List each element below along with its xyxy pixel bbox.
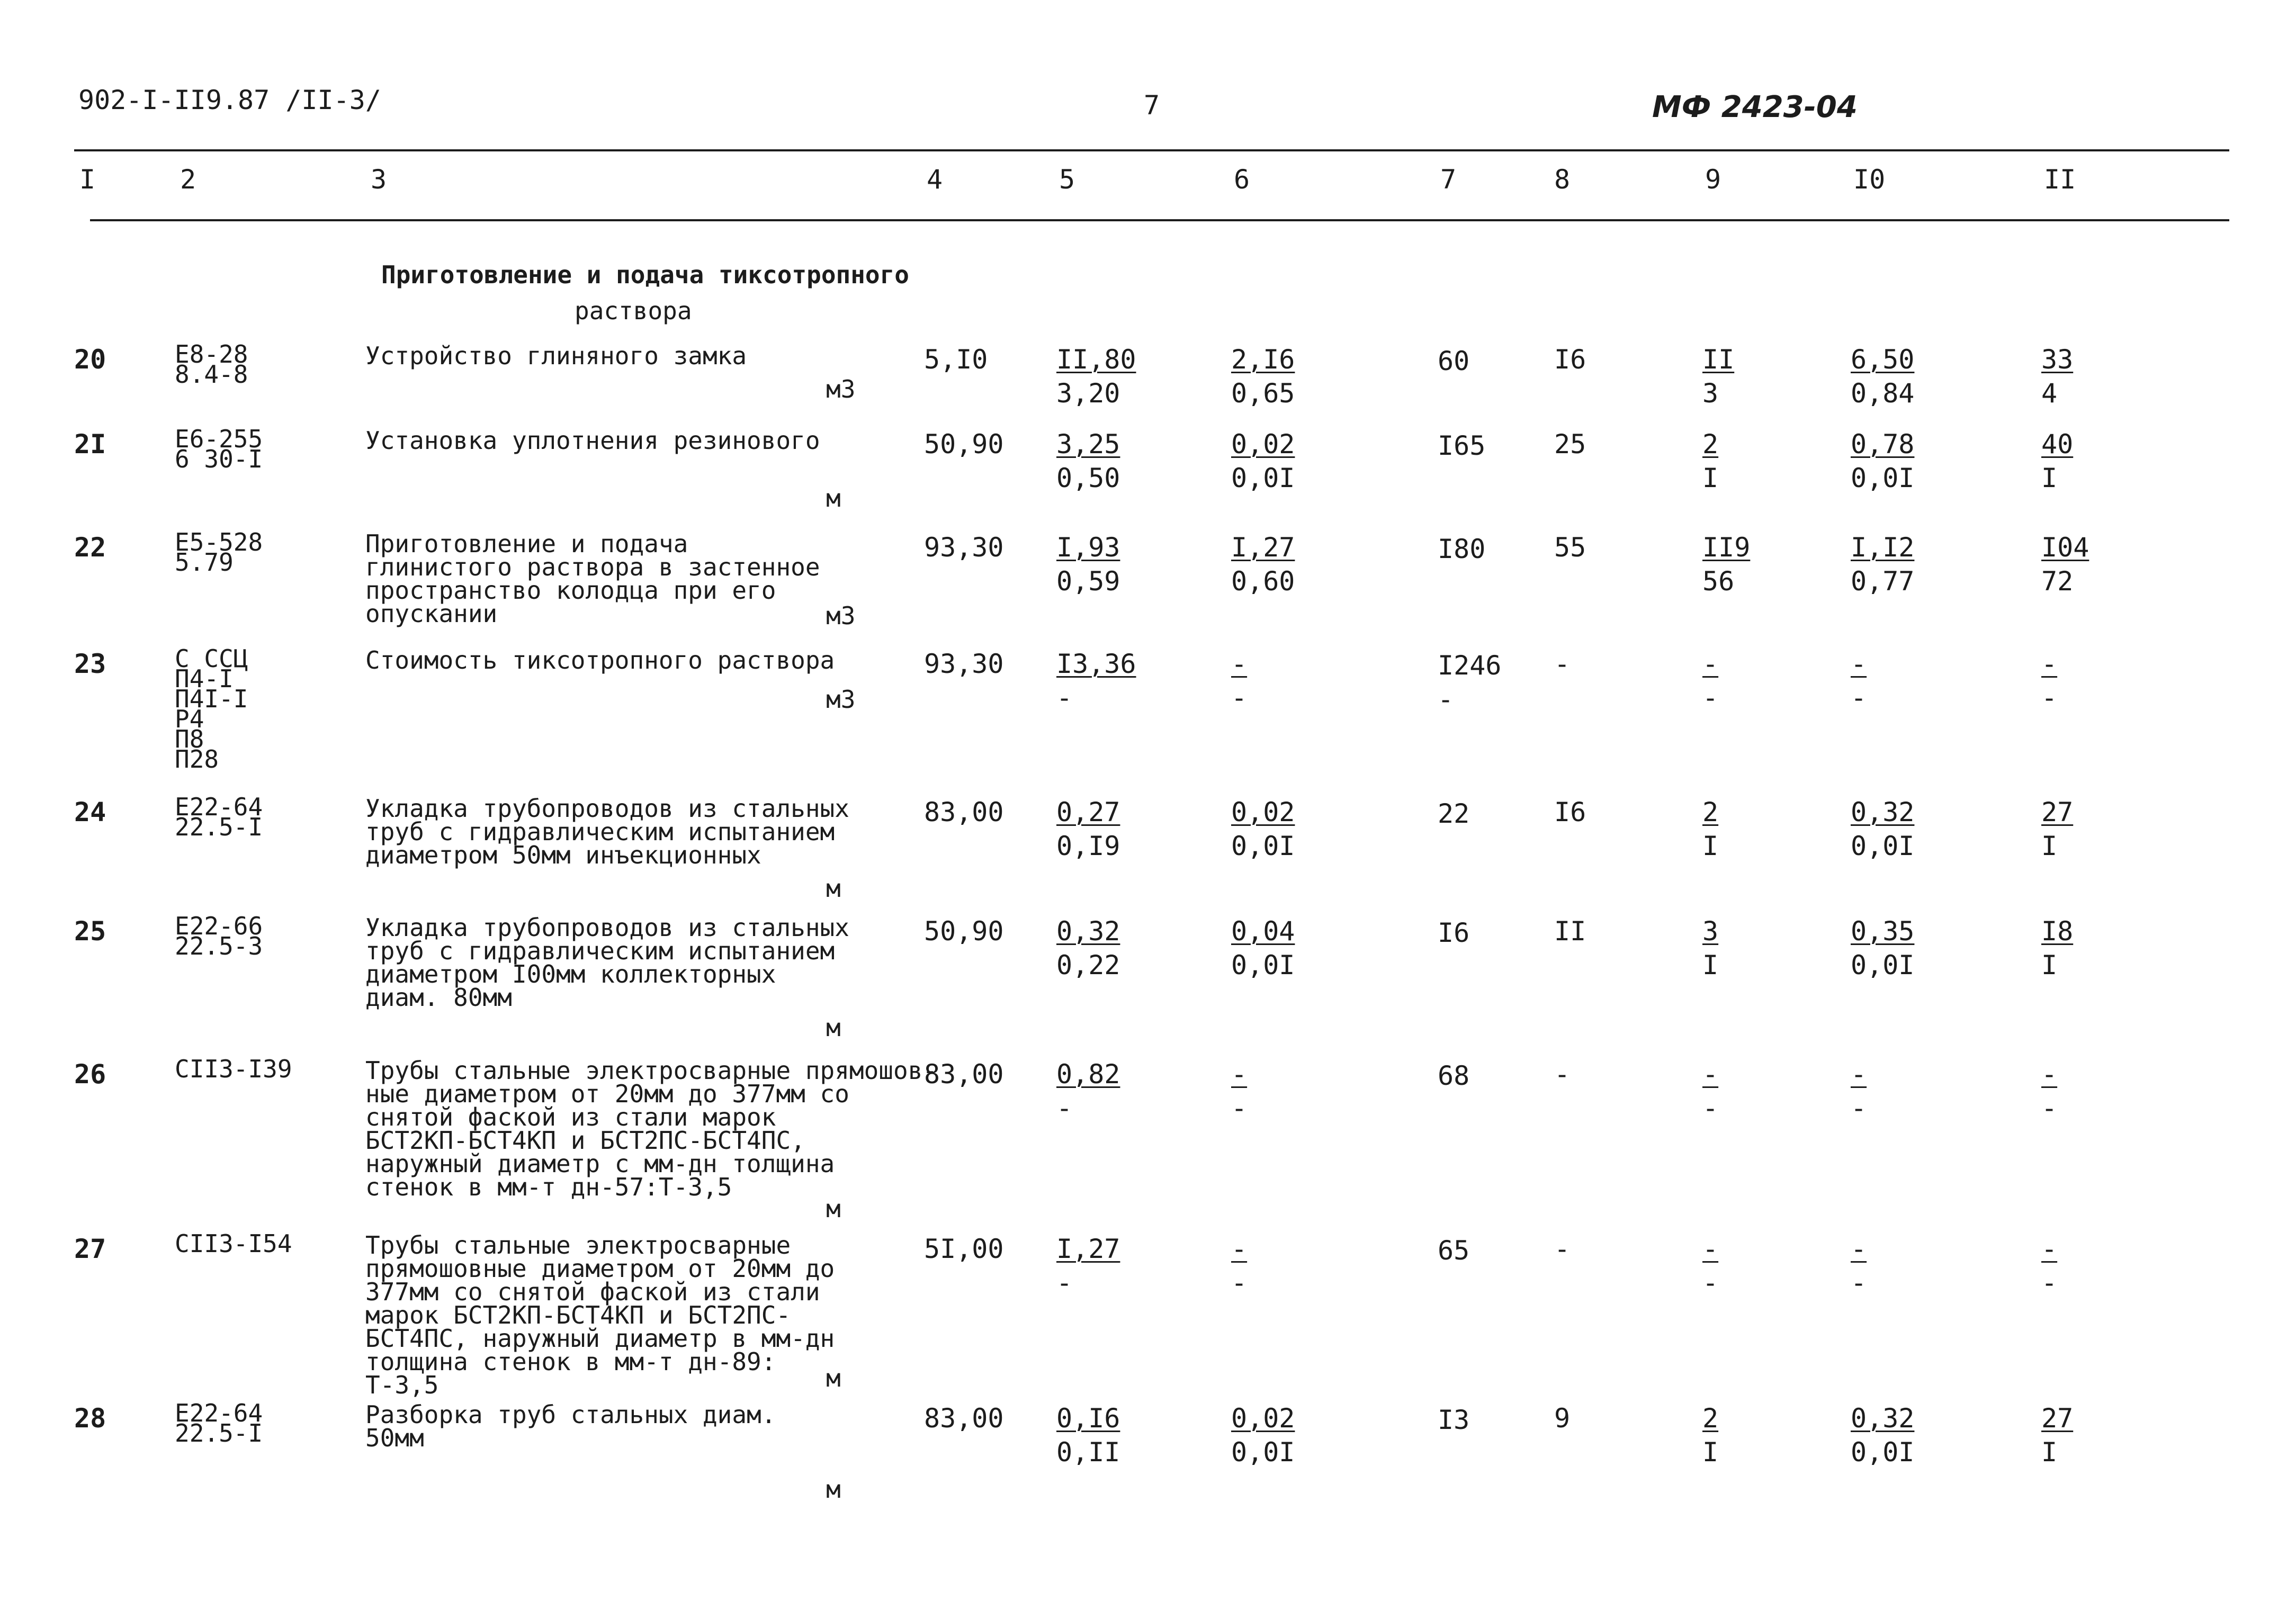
code: СII3-I54 — [175, 1229, 292, 1258]
c7-value: I80 — [1438, 534, 1486, 564]
c10-bottom-value: 0,0I — [1851, 463, 1915, 493]
c5-bottom-value: 0,50 — [1056, 463, 1120, 493]
c6-bottom-value: - — [1231, 682, 1248, 713]
c6-top-value: 0,02 — [1231, 1403, 1295, 1434]
c7-value: I6 — [1438, 918, 1470, 948]
code: Е6-255 6 30-I — [175, 425, 263, 473]
c10-top-value: 0,32 — [1851, 1403, 1915, 1434]
c10-top-value: - — [1851, 1059, 1867, 1090]
row-number: 23 — [74, 649, 106, 679]
unit: м — [826, 1013, 841, 1042]
c11-top-value: - — [2041, 1059, 2058, 1090]
work-description: Приготовление и подача глинистого раствора в застенное пространство колодца при его опускании — [365, 529, 820, 628]
quantity: 83,00 — [924, 797, 1004, 828]
c11-bottom-value: I — [2041, 950, 2058, 981]
col-header-10: I0 — [1853, 164, 1886, 195]
c11-bottom-value: - — [2041, 682, 2058, 713]
c11-bottom-value: 72 — [2041, 566, 2074, 597]
row-number: 28 — [74, 1403, 106, 1434]
unit: м — [826, 874, 841, 903]
c6-top-value: I,27 — [1231, 532, 1295, 563]
c8-value: I6 — [1554, 344, 1586, 375]
c5-bottom-value: - — [1056, 1267, 1073, 1298]
c8-value: 9 — [1554, 1403, 1571, 1434]
unit: м — [826, 1364, 841, 1392]
c5-top-value: I,27 — [1056, 1234, 1120, 1264]
c5-bottom-value: 0,59 — [1056, 566, 1120, 597]
c9-top-value: 3 — [1702, 916, 1719, 947]
quantity: 93,30 — [924, 649, 1004, 679]
c5-top-value: 0,82 — [1056, 1059, 1120, 1090]
unit: м3 — [826, 375, 856, 403]
work-description: Укладка трубопроводов из стальных труб с гидравлическим испытанием диаметром 50мм инъекционных — [365, 794, 849, 869]
c11-bottom-value: I — [2041, 1437, 2058, 1468]
c9-top-value: 2 — [1702, 797, 1719, 828]
row-number: 22 — [74, 532, 106, 563]
c8-value: - — [1554, 1059, 1571, 1090]
c6-bottom-value: 0,0I — [1231, 1437, 1295, 1468]
unit: м — [826, 484, 841, 512]
c11-top-value: 33 — [2041, 344, 2074, 375]
c6-top-value: 2,I6 — [1231, 344, 1295, 375]
code: С ССЦ П4-I П4I-I Р4 П8 П28 — [175, 644, 248, 773]
c11-top-value: - — [2041, 1234, 2058, 1264]
c7-value: 22 — [1438, 798, 1470, 829]
c6-top-value: 0,04 — [1231, 916, 1295, 947]
c10-top-value: 0,32 — [1851, 797, 1915, 828]
c5-top-value: 0,32 — [1056, 916, 1120, 947]
row-number: 2I — [74, 429, 106, 460]
col-header-9: 9 — [1705, 164, 1721, 195]
quantity: 50,90 — [924, 916, 1004, 947]
c9-bottom-value: 56 — [1702, 566, 1735, 597]
c10-bottom-value: - — [1851, 1093, 1867, 1123]
work-description: Разборка труб стальных диам. 50мм — [365, 1400, 776, 1452]
col-header-3: 3 — [371, 164, 387, 195]
code: Е22-64 22.5-I — [175, 1399, 263, 1447]
c10-top-value: 6,50 — [1851, 344, 1915, 375]
c9-top-value: 2 — [1702, 429, 1719, 460]
c9-top-value: - — [1702, 649, 1719, 679]
c10-top-value: I,I2 — [1851, 532, 1915, 563]
quantity: 93,30 — [924, 532, 1004, 563]
header-bottom-rule — [90, 219, 2229, 221]
col-header-1: I — [79, 164, 96, 195]
code: Е22-66 22.5-3 — [175, 912, 263, 960]
col-header-2: 2 — [180, 164, 196, 195]
col-header-6: 6 — [1234, 164, 1250, 195]
c8-value: II — [1554, 916, 1586, 947]
c5-top-value: I,93 — [1056, 532, 1120, 563]
c9-top-value: II — [1702, 344, 1735, 375]
c10-top-value: - — [1851, 649, 1867, 679]
unit: м3 — [826, 685, 856, 714]
c8-value: 25 — [1554, 429, 1586, 460]
c11-top-value: I04 — [2041, 532, 2089, 563]
c6-top-value: - — [1231, 1234, 1248, 1264]
c10-top-value: 0,78 — [1851, 429, 1915, 460]
row-number: 27 — [74, 1234, 106, 1264]
c5-top-value: I3,36 — [1056, 649, 1136, 679]
unit: м3 — [826, 601, 856, 630]
col-header-4: 4 — [927, 164, 943, 195]
c6-bottom-value: 0,65 — [1231, 378, 1295, 409]
c9-bottom-value: 3 — [1702, 378, 1719, 409]
c5-bottom-value: 3,20 — [1056, 378, 1120, 409]
c10-bottom-value: 0,84 — [1851, 378, 1915, 409]
c11-bottom-value: I — [2041, 831, 2058, 861]
work-description: Трубы стальные электросварные прямошовные диаметром от 20мм до 377мм со снятой фаской из стали марок БСТ2КП-БСТ4КП и БСТ2ПС- БСТ4ПС, наружный диаметр в мм-дн толщина стенок в мм-т дн-89: Т-3,5 — [365, 1231, 835, 1399]
c9-bottom-value: I — [1702, 463, 1719, 493]
c5-bottom-value: 0,II — [1056, 1437, 1120, 1468]
code: СII3-I39 — [175, 1055, 292, 1083]
c11-top-value: - — [2041, 649, 2058, 679]
col-header-7: 7 — [1440, 164, 1457, 195]
work-description: Укладка трубопроводов из стальных труб с гидравлическим испытанием диаметром I00мм коллекторных диам. 80мм — [365, 913, 849, 1012]
c8-value: 55 — [1554, 532, 1586, 563]
quantity: 83,00 — [924, 1403, 1004, 1434]
c10-bottom-value: - — [1851, 682, 1867, 713]
row-number: 25 — [74, 916, 106, 947]
col-header-8: 8 — [1554, 164, 1571, 195]
code: Е22-64 22.5-I — [175, 793, 263, 841]
c9-bottom-value: - — [1702, 1267, 1719, 1298]
quantity: 5,I0 — [924, 344, 988, 375]
c11-bottom-value: - — [2041, 1267, 2058, 1298]
quantity: 5I,00 — [924, 1234, 1004, 1264]
col-header-11: II — [2044, 164, 2076, 195]
c11-bottom-value: 4 — [2041, 378, 2058, 409]
c6-bottom-value: 0,0I — [1231, 950, 1295, 981]
c7-value: 60 — [1438, 346, 1470, 376]
c9-top-value: II9 — [1702, 532, 1751, 563]
c6-bottom-value: 0,0I — [1231, 831, 1295, 861]
c7-value: I65 — [1438, 430, 1486, 461]
c10-bottom-value: 0,0I — [1851, 1437, 1915, 1468]
page-number: 7 — [1144, 90, 1160, 121]
c11-bottom-value: I — [2041, 463, 2058, 493]
c9-top-value: 2 — [1702, 1403, 1719, 1434]
c5-top-value: II,80 — [1056, 344, 1136, 375]
c7-value: 65 — [1438, 1235, 1470, 1266]
c11-top-value: 27 — [2041, 797, 2074, 828]
c8-value: - — [1554, 649, 1571, 679]
work-description: Устройство глиняного замка — [365, 341, 747, 370]
row-number: 24 — [74, 797, 106, 828]
c10-bottom-value: 0,77 — [1851, 566, 1915, 597]
c9-bottom-value: I — [1702, 831, 1719, 861]
c9-top-value: - — [1702, 1234, 1719, 1264]
section-title-line-2: раствора — [575, 296, 692, 325]
c11-top-value: 27 — [2041, 1403, 2074, 1434]
c7-value: I3 — [1438, 1405, 1470, 1435]
c8-value: I6 — [1554, 797, 1586, 828]
c5-top-value: 0,I6 — [1056, 1403, 1120, 1434]
c7-value: 68 — [1438, 1060, 1470, 1091]
c6-bottom-value: 0,0I — [1231, 463, 1295, 493]
c6-top-value: 0,02 — [1231, 429, 1295, 460]
document-code: 902-I-II9.87 /II-3/ — [78, 85, 381, 115]
c10-bottom-value: 0,0I — [1851, 950, 1915, 981]
c5-bottom-value: - — [1056, 682, 1073, 713]
c6-top-value: - — [1231, 649, 1248, 679]
c9-bottom-value: I — [1702, 1437, 1719, 1468]
unit: м — [826, 1194, 841, 1223]
c5-top-value: 3,25 — [1056, 429, 1120, 460]
c10-bottom-value: 0,0I — [1851, 831, 1915, 861]
c6-top-value: 0,02 — [1231, 797, 1295, 828]
code: Е5-528 5.79 — [175, 528, 263, 577]
c8-value: - — [1554, 1234, 1571, 1264]
c10-top-value: 0,35 — [1851, 916, 1915, 947]
c5-bottom-value: - — [1056, 1093, 1073, 1123]
c6-bottom-value: - — [1231, 1093, 1248, 1123]
quantity: 83,00 — [924, 1059, 1004, 1090]
col-header-5: 5 — [1059, 164, 1075, 195]
c11-top-value: 40 — [2041, 429, 2074, 460]
work-description: Установка уплотнения резинового — [365, 426, 820, 455]
unit: м — [826, 1475, 841, 1504]
c6-top-value: - — [1231, 1059, 1248, 1090]
c5-bottom-value: 0,22 — [1056, 950, 1120, 981]
work-description: Трубы стальные электросварные прямошов- ные диаметром от 20мм до 377мм со снятой фаской из стали марок БСТ2КП-БСТ4КП и БСТ2ПС-БСТ4ПС, наружный диаметр с мм-дн толщина стенок в мм-т дн-57:Т-3,5 — [365, 1056, 938, 1201]
code: Е8-28 8.4-8 — [175, 340, 248, 389]
section-title-line-1: Приготовление и подача тиксотропного — [381, 260, 909, 289]
c7-value: I246 - — [1438, 650, 1502, 715]
row-number: 20 — [74, 344, 106, 375]
c6-bottom-value: 0,60 — [1231, 566, 1295, 597]
header-top-rule — [74, 149, 2229, 151]
quantity: 50,90 — [924, 429, 1004, 460]
c10-bottom-value: - — [1851, 1267, 1867, 1298]
c9-top-value: - — [1702, 1059, 1719, 1090]
c11-top-value: I8 — [2041, 916, 2074, 947]
handwritten-code: МФ 2423-04 — [1652, 90, 1858, 124]
work-description: Стоимость тиксотропного раствора — [365, 646, 835, 674]
c9-bottom-value: I — [1702, 950, 1719, 981]
c9-bottom-value: - — [1702, 1093, 1719, 1123]
c11-bottom-value: - — [2041, 1093, 2058, 1123]
c5-top-value: 0,27 — [1056, 797, 1120, 828]
c10-top-value: - — [1851, 1234, 1867, 1264]
row-number: 26 — [74, 1059, 106, 1090]
c6-bottom-value: - — [1231, 1267, 1248, 1298]
c9-bottom-value: - — [1702, 682, 1719, 713]
c5-bottom-value: 0,I9 — [1056, 831, 1120, 861]
